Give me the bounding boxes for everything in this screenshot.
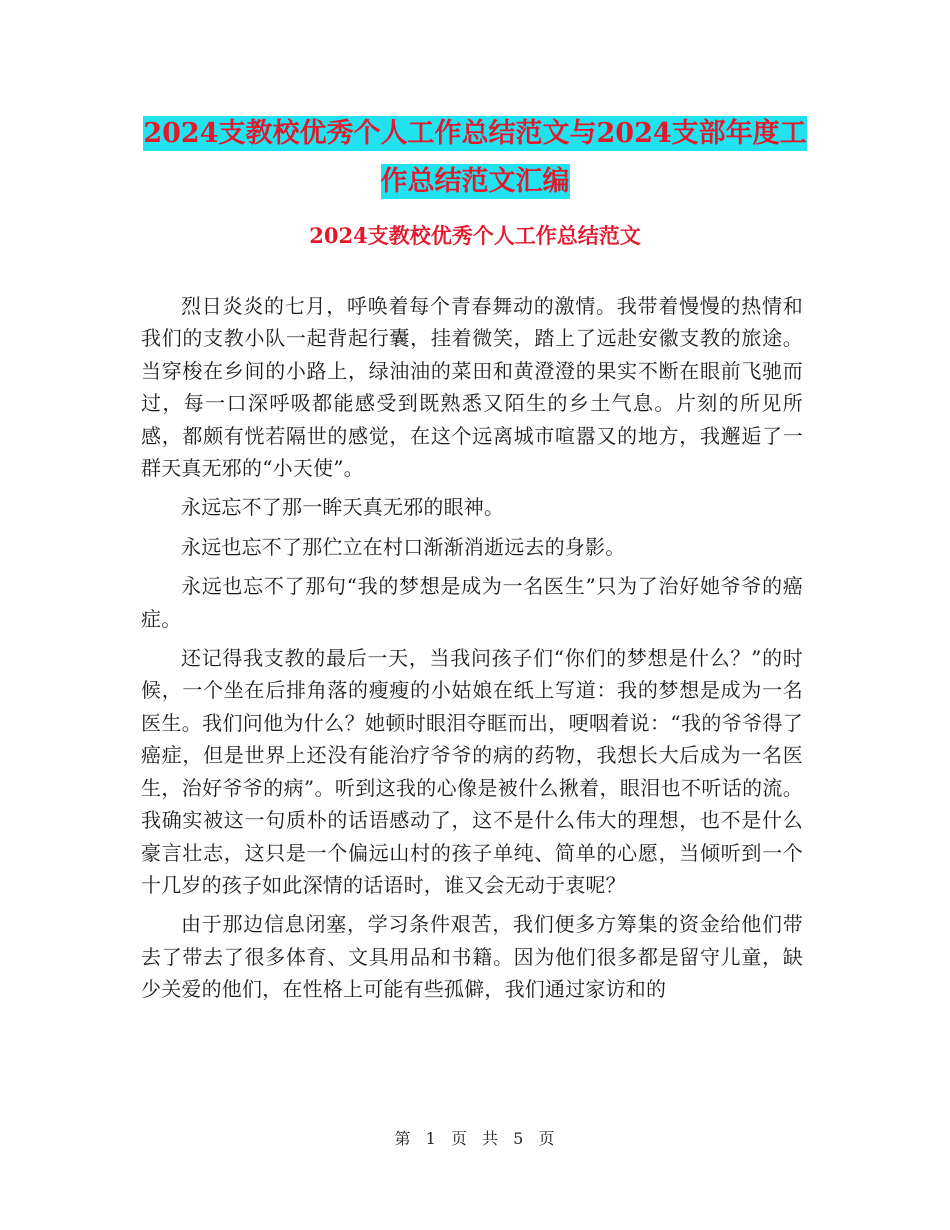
footer-suffix: 页	[538, 1129, 556, 1148]
document-title-text: 2024支教校优秀个人工作总结范文与2024支部年度工作总结范文汇编	[143, 118, 807, 197]
section-title: 2024支教校优秀个人工作总结范文	[309, 223, 641, 248]
footer-total-pages: 5	[513, 1129, 525, 1148]
paragraph: 永远也忘不了那伫立在村口渐渐消逝远去的身影。	[181, 534, 626, 559]
document-title	[140, 110, 810, 206]
paragraph: 还记得我支教的最后一天，当我问孩子们“你们的梦想是什么？”的时候，一个坐在后排角落的瘦瘦的小姑娘在纸上写道：我的梦想是成为一名医生。我们问他为什么？她顿时眼泪夺眶而出，哽咽着说：“我的爷爷得了癌症，但是世界上还没有能治疗爷爷的病的药物，我想长大后成为一名医生，治好爷爷的病”。听到这我的心像是被什么揪着，眼泪也不听话的流。我确实被这一句质朴的话语感动了，这不是什么伟大的理想，也不是什么豪言壮志，这只是一个偏远山村的孩子单纯、简单的心愿，当倾听到一个十几岁的孩子如此深情的话语时，谁又会无动于衷呢？	[141, 646, 803, 897]
page-footer	[0, 1126, 950, 1149]
paragraph: 由于那边信息闭塞，学习条件艰苦，我们便多方筹集的资金给他们带去了带去了很多体育、文具用品和书籍。因为他们很多都是留守儿童，缺少关爱的他们，在性格上可能有些孤僻，我们通过家访和的	[141, 912, 803, 1002]
document-body	[141, 290, 803, 1013]
footer-prefix: 第	[394, 1129, 412, 1148]
paragraph: 永远也忘不了那句“我的梦想是成为一名医生”只为了治好她爷爷的癌症。	[141, 574, 803, 631]
footer-page-word: 页	[450, 1129, 468, 1148]
paragraph: 烈日炎炎的七月，呼唤着每个青春舞动的激情。我带着慢慢的热情和我们的支教小队一起背起行囊，挂着微笑，踏上了远赴安徽支教的旅途。当穿梭在乡间的小路上，绿油油的菜田和黄澄澄的果实不断在眼前飞驰而过，每一口深呼吸都能感受到既熟悉又陌生的乡土气息。片刻的所见所感，都颇有恍若隔世的感觉，在这个远离城市喧嚣又的地方，我邂逅了一群天真无邪的“小天使”。	[141, 294, 803, 481]
footer-current-page: 1	[425, 1129, 437, 1148]
paragraph: 永远忘不了那一眸天真无邪的眼神。	[181, 495, 505, 520]
footer-total-word: 共	[482, 1129, 500, 1148]
